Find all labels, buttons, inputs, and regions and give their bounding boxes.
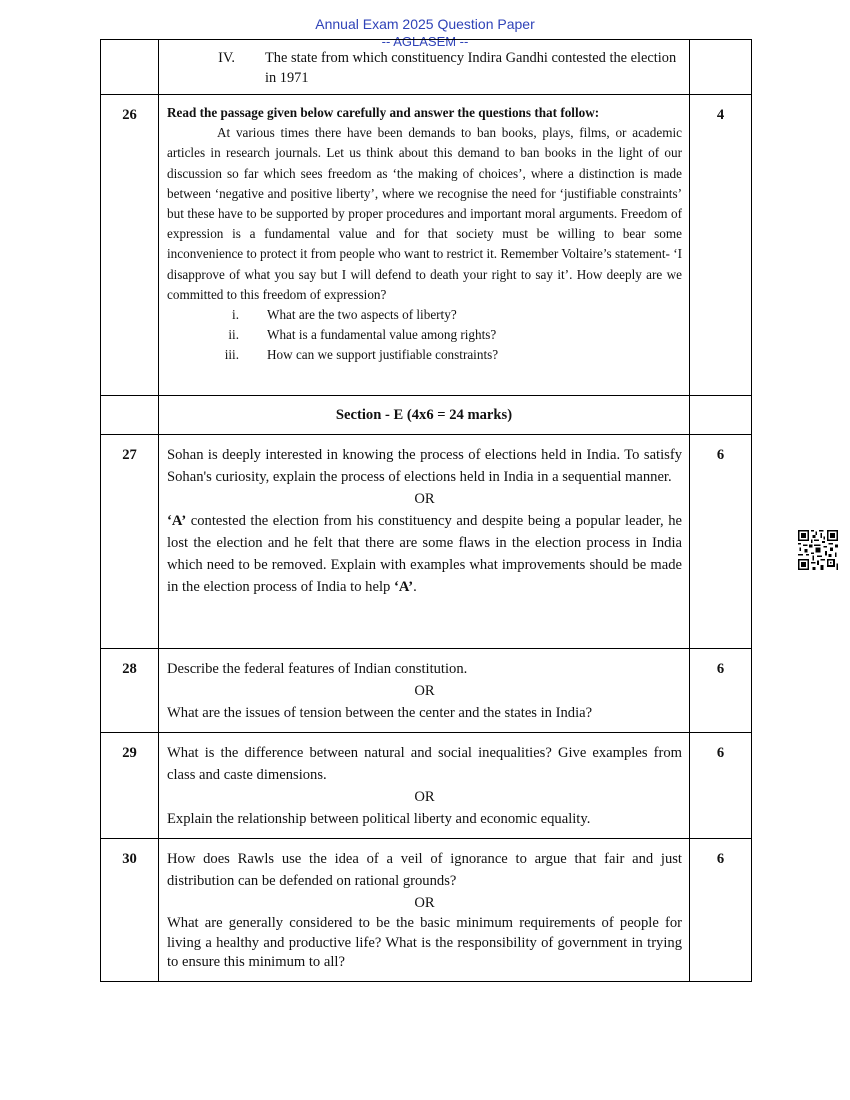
- question-28-row: [101, 649, 752, 733]
- question-marks: 4: [690, 95, 752, 396]
- question-marks: 6: [690, 649, 752, 733]
- question-29-row: [101, 733, 752, 839]
- passage-instruction: Read the passage given below carefully and answer the questions that follow:: [167, 105, 600, 120]
- sub-question: iii. How can we support justifiable constraints?: [224, 347, 499, 363]
- section-title: Section - E (4x6 = 24 marks): [159, 396, 690, 435]
- or-separator: OR: [414, 895, 435, 911]
- question-marks: 6: [690, 839, 752, 982]
- question-number: 26: [101, 95, 159, 396]
- paper-title: Annual Exam 2025 Question Paper: [315, 16, 535, 32]
- question-number: 28: [101, 649, 159, 733]
- continued-row: [101, 40, 752, 95]
- question-27-row: [101, 435, 752, 649]
- question-part: ‘A’ contested the election from his constituency and despite being a popular leader, he lost the election and he felt that there are some flaws in the election process in India which need to be removed. Explain with examples what improvements should be made in the election process of India to help ‘A’.: [167, 513, 682, 595]
- sub-question: i. What are the two aspects of liberty?: [232, 307, 457, 323]
- question-number: 30: [101, 839, 159, 982]
- question-text: [159, 95, 690, 396]
- question-table: [100, 39, 752, 982]
- question-part: What are the issues of tension between the center and the states in India?: [167, 705, 593, 721]
- question-part: What is the difference between natural and social inequalities? Give examples from class and caste dimensions.: [167, 745, 682, 783]
- paper-watermark: -- AGLASEM --: [381, 34, 469, 49]
- or-separator: OR: [414, 683, 435, 699]
- question-marks: 6: [690, 435, 752, 649]
- question-part: Explain the relationship between political liberty and economic equality.: [167, 811, 591, 827]
- question-marks: 6: [690, 733, 752, 839]
- sub-question: ii. What is a fundamental value among rights?: [228, 327, 497, 343]
- question-26-row: [101, 95, 752, 396]
- section-header-row: [101, 396, 752, 435]
- or-separator: OR: [414, 491, 435, 507]
- question-text: [159, 839, 690, 982]
- question-text: [159, 435, 690, 649]
- question-30-row: [101, 839, 752, 982]
- passage-text: At various times there have been demands to ban books, plays, films, or academic articles in research journals. Let us think about this demand to ban books in the light of our discussion so far which sees freedom as ‘the making of choices’, where a distinction is made between ‘negative and positive liberty’, where we recognise the need for ‘justifiable constraints’ but these have to be supported by proper procedures and important moral arguments. Freedom of expression is a fundamental value and for that society must be willing to bear some inconvenience to protect it from people who want to restrict it. Remember Voltaire’s statement- ‘I disapprove of what you say but I will defend to death your right to say it’. How deeply are we committed to this freedom of expression?: [167, 125, 682, 302]
- question-text: [159, 733, 690, 839]
- question-number: 29: [101, 733, 159, 839]
- question-part: What are generally considered to be the basic minimum requirements of people for living a healthy and productive life? What is the responsibility of government in trying to ensure this minimum to all?: [167, 915, 682, 970]
- question-part: Sohan is deeply interested in knowing the process of elections held in India. To satisfy Sohan's curiosity, explain the process of elections held in India in a sequential manner.: [167, 447, 682, 485]
- sub-question: IV. The state from which constituency Indira Gandhi contested the election in 1971: [218, 50, 677, 86]
- question-part: Describe the federal features of Indian constitution.: [167, 661, 468, 677]
- question-part: How does Rawls use the idea of a veil of ignorance to argue that fair and just distribution can be defended on rational grounds?: [167, 851, 682, 889]
- question-number: 27: [101, 435, 159, 649]
- question-text: [159, 649, 690, 733]
- or-separator: OR: [414, 789, 435, 805]
- qr-code-icon: [798, 530, 838, 570]
